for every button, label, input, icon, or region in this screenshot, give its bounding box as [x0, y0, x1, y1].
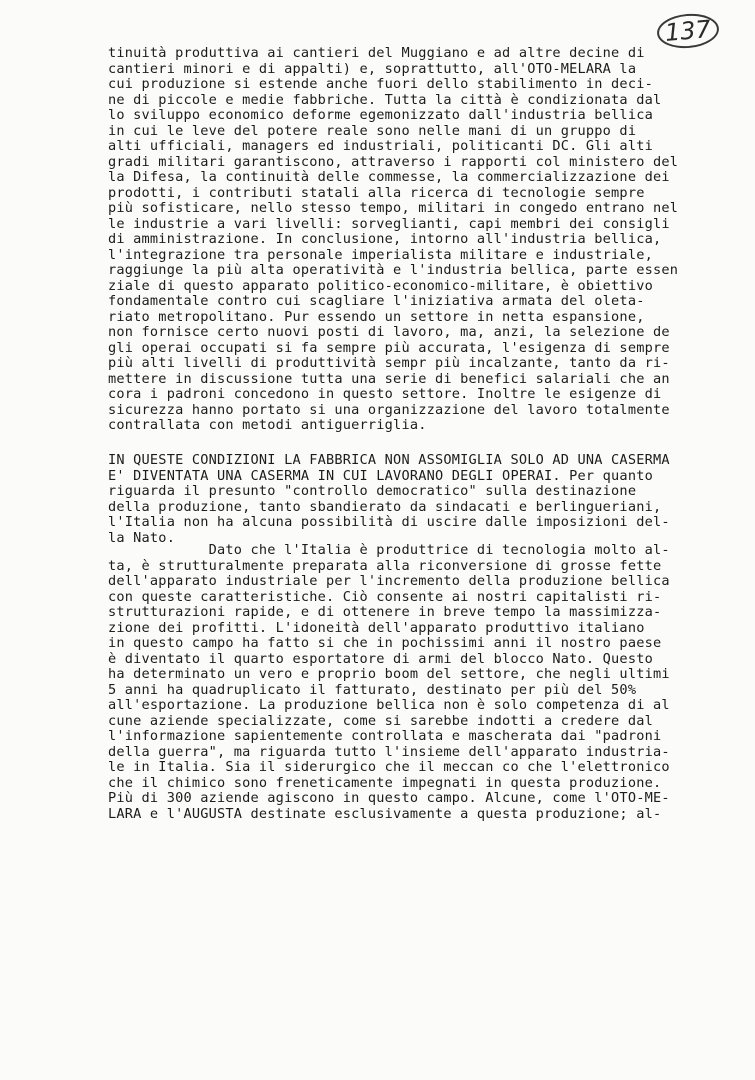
- page-number: 137: [656, 11, 721, 50]
- text-line: l'integrazione tra personale imperialista militare e industriale,: [108, 247, 653, 263]
- text-line: cora i padroni concedono in questo settore. Inoltre le esigenze di: [108, 387, 662, 402]
- text-line: più alti livelli di produttività sempr più incalzante, tanto da ri-: [108, 356, 670, 371]
- text-line: alti ufficiali, managers ed industriali, politicanti DC. Gli alti: [108, 139, 653, 154]
- text-line: Più di 300 aziende agiscono in questo campo. Alcune, come l'OTO-ME-: [108, 791, 670, 806]
- paragraph-2: [108, 453, 733, 546]
- text-line: gradi militari garantiscono, attraverso i rapporti col ministero del: [108, 154, 679, 170]
- text-line: ziale di questo apparato politico-economico-militare, è obiettivo: [108, 278, 653, 294]
- text-line: più sofisticare, nello stesso tempo, militari in congedo entrano nel: [108, 201, 679, 216]
- text-line: IN QUESTE CONDIZIONI LA FABBRICA NON ASSOMIGLIA SOLO AD UNA CASERMA: [108, 453, 670, 468]
- text-line: strutturazioni rapide, e di ottenere in breve tempo la massimizza-: [108, 605, 662, 620]
- text-line: in questo campo ha fatto si che in pochissimi anni il nostro paese: [108, 636, 662, 651]
- text-line: della guerra", ma riguarda tutto l'insieme dell'apparato industria-: [108, 744, 670, 760]
- text-line: sicurezza hanno portato si una organizzazione del lavoro totalmente: [108, 402, 670, 418]
- text-line: non fornisce certo nuovi posti di lavoro, ma, anzi, la selezione de: [108, 325, 670, 340]
- text-line: le in Italia. Sia il siderurgico che il meccan co che l'elettronico: [108, 760, 670, 775]
- text-line: zione dei profitti. L'idoneità dell'apparato produttivo italiano: [108, 620, 645, 636]
- text-line: ha determinato un vero e proprio boom del settore, che negli ultimi: [108, 667, 670, 682]
- text-line: le industrie a vari livelli: sorveglianti, capi membri dei consigli: [108, 216, 670, 232]
- text-line: la Nato.: [108, 530, 176, 546]
- text-line: riguarda il presunto "controllo democratico" sulla destinazione: [108, 484, 637, 499]
- text-line: cui produzione si estende anche fuori dello stabilimento in deci-: [108, 77, 653, 92]
- text-line: ne di piccole e medie fabbriche. Tutta la città è condizionata dal: [108, 92, 662, 108]
- text-line: fondamentale contro cui scagliare l'iniziativa armata del oleta-: [108, 294, 645, 309]
- text-line: che il chimico sono freneticamente impegnati in questa produzione.: [108, 775, 662, 791]
- text-line: cune aziende specializzate, come si sarebbe indotti a credere dal: [108, 713, 653, 729]
- text-line: dell'apparato industriale per l'incremento della produzione bellica: [108, 574, 670, 589]
- text-line: cantieri minori e di appalti) e, soprattutto, all'OTO-MELARA la: [108, 61, 637, 77]
- text-line: contrallata con metodi antiguerriglia.: [108, 418, 427, 433]
- text-line: della produzione, tanto sbandierato da sindacati e berlingueriani,: [108, 499, 662, 515]
- text-line: mettere in discussione tutta una serie di benefici salariali che an: [108, 371, 670, 387]
- paragraph-1: [108, 46, 733, 434]
- paragraph-3: [108, 543, 733, 822]
- text-line: di amministrazione. In conclusione, intorno all'industria bellica,: [108, 232, 662, 247]
- text-line: LARA e l'AUGUSTA destinate esclusivamente a questa produzione; al-: [108, 806, 662, 822]
- text-line: all'esportazione. La produzione bellica non è solo competenza di al: [108, 698, 670, 713]
- text-line: con queste caratteristiche. Ciò consente ai nostri capitalisti ri-: [108, 589, 662, 605]
- text-line: la Difesa, la continuità delle commesse, la commercializzazione dei: [108, 170, 670, 185]
- text-line: 5 anni ha quadruplicato il fatturato, destinato per più del 50%: [108, 682, 637, 698]
- text-line: raggiunge la più alta operatività e l'industria bellica, parte essen: [108, 263, 679, 278]
- text-line: l'informazione sapientemente controllata e mascherata dai "padroni: [108, 729, 662, 744]
- text-line: ta, è strutturalmente preparata alla riconversione di grosse fette: [108, 558, 662, 574]
- text-line: è diventato il quarto esportatore di armi del blocco Nato. Questo: [108, 651, 653, 667]
- text-line: riato metropolitano. Pur essendo un settore in netta espansione,: [108, 309, 645, 325]
- text-line: gli operai occupati si fa sempre più accurata, l'esigenza di sempre: [108, 340, 670, 356]
- text-line: prodotti, i contributi statali alla ricerca di tecnologie sempre: [108, 185, 645, 201]
- text-line: in cui le leve del potere reale sono nelle mani di un gruppo di: [108, 123, 637, 139]
- text-line: Dato che l'Italia è produttrice di tecnologia molto al-: [108, 543, 670, 558]
- text-line: E' DIVENTATA UNA CASERMA IN CUI LAVORANO DEGLI OPERAI. Per quanto: [108, 468, 653, 484]
- text-line: tinuità produttiva ai cantieri del Muggiano e ad altre decine di: [108, 46, 645, 61]
- text-line: lo sviluppo economico deforme egemonizzato dall'industria bellica: [108, 108, 653, 123]
- text-line: l'Italia non ha alcuna possibilità di uscire dalle imposizioni del-: [108, 515, 670, 530]
